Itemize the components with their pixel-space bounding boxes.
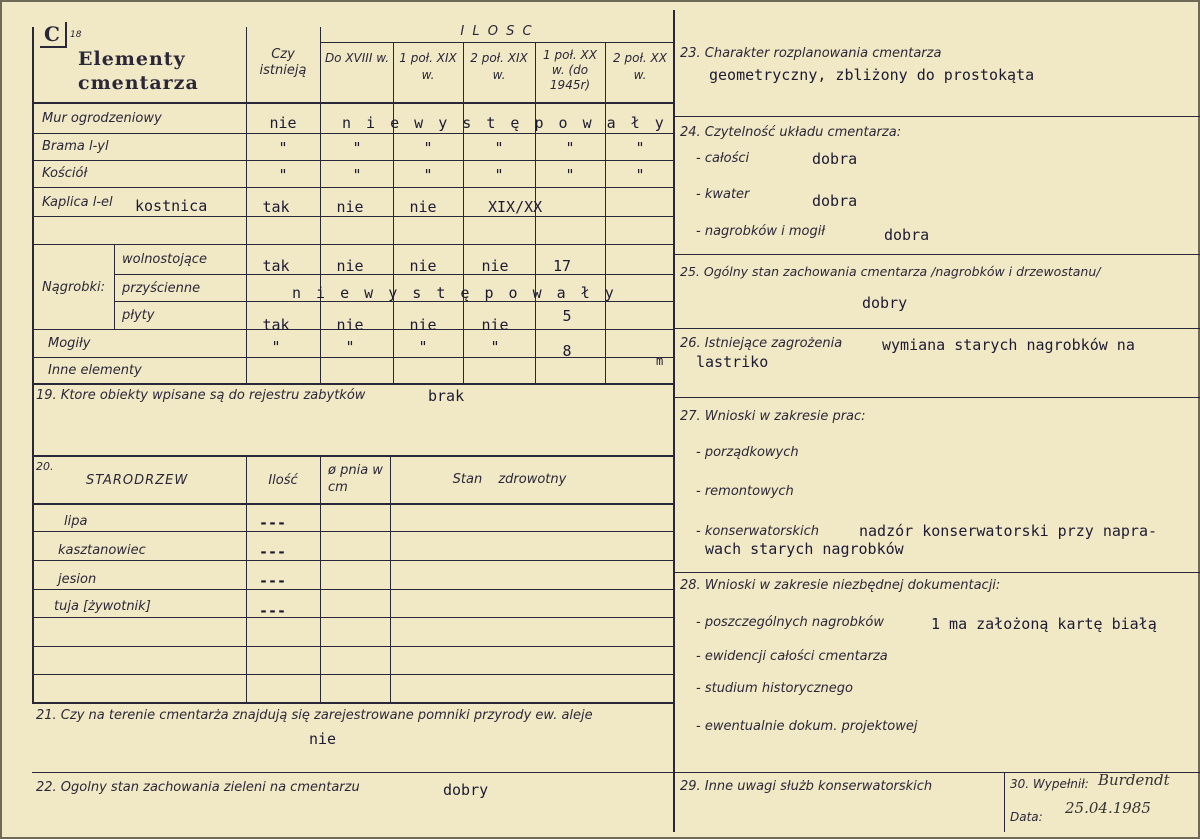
s26-label: 26. Istniejące zagrożenia [680,336,843,351]
row-label-brama: Brama l-yl [42,139,109,154]
rule [32,702,674,704]
s30-date: 25.04.1985 [1065,799,1151,817]
tree-qty: --- [259,602,287,620]
kaplica-c2: XIX/XX [488,198,543,216]
przyscienne-span: n i e w y s t ę p o w a ł y [292,284,617,302]
rule [463,42,464,383]
kaplica-c1: nie [409,198,437,216]
rule [320,42,674,43]
s24-label: 24. Czytelność układu cmentarza: [680,125,902,140]
s27-item-value2: wach starych nagrobków [705,540,904,558]
brama-istnieja: " [278,139,288,157]
wolnostojace-c2: nie [481,257,509,275]
row-label-przyscienne: przyścienne [122,281,201,296]
s24-item-value: dobra [884,226,930,244]
rule [114,244,115,329]
s25-value: dobry [862,294,908,312]
corner-number: 18 [70,30,82,40]
s20-col-fi: ø pnia w cm [328,463,383,495]
corner-letter: C [40,22,67,48]
s24-item-label: - kwater [696,187,750,202]
s20-col-stan: Stan zdrowotny [452,472,567,487]
row-label-kosciol: Kościół [42,166,88,181]
rule [393,42,394,383]
rule [32,617,674,618]
brama-c1: " [423,139,433,157]
rule [32,244,674,245]
s28-item-label: - poszczególnych nagrobków [696,615,884,630]
s27-item-value1: nadzór konserwatorski przy napra- [859,522,1158,540]
row-label-mogily: Mogiły [48,336,91,351]
plyty-c0: nie [336,316,364,334]
s26-value2: lastriko [696,353,769,371]
row-label-wolnostojace: wolnostojące [122,252,207,267]
kosciol-istnieja: " [278,166,288,184]
plyty-istnieja: tak [262,316,290,334]
rule [1004,772,1005,832]
col-1pol-xix-header: 1 poł. XIX w. [399,51,457,82]
rule [32,160,674,161]
s20-col-ilosc: Ilość [268,473,298,488]
rule [320,27,321,383]
brama-c3: " [565,139,575,157]
tree-qty: --- [259,572,287,590]
rule [32,589,674,590]
rule [32,383,674,385]
mogily-c3: 8 [562,342,572,360]
s23-label: 23. Charakter rozplanowania cmentarza [680,46,942,61]
s24-item-value: dobra [812,150,858,168]
s22-label: 22. Ogolny stan zachowania zieleni na cmentarzu [36,780,360,795]
tree-qty: --- [259,514,287,532]
s19-value: brak [428,387,465,405]
rule [32,772,674,773]
s28-item-label: - ewidencji całości cmentarza [696,649,888,664]
col-1pol-xx-header: 1 poł. XX w. (do 1945r) [543,48,597,92]
kosciol-c1: " [423,166,433,184]
s21-value: nie [309,730,337,748]
plyty-c3: 5 [562,307,572,325]
s25-label: 25. Ogólny stan zachowania cmentarza /nagrobków i drzewostanu/ [680,264,1101,279]
rule [114,274,674,275]
s20-num: 20. [36,460,54,473]
mur-istnieja: nie [269,114,297,132]
s28-label: 28. Wnioski w zakresie niezbędnej dokumentacji: [680,578,1001,593]
kosciol-c2: " [494,166,504,184]
rule [674,397,1200,398]
kaplica-c0: nie [336,198,364,216]
rule [246,27,247,383]
s28-item-label: - studium historycznego [696,681,853,696]
s26-value1: wymiana starych nagrobków na [882,336,1135,354]
tree-name: lipa [64,514,88,529]
wolnostojace-c1: nie [409,257,437,275]
kosciol-c3: " [565,166,575,184]
rule [32,560,674,561]
col-istnieja-header: Czy istnieją [259,47,307,78]
s30-label: 30. Wypełnił: [1010,777,1089,791]
title-line2: cmentarza [78,72,199,94]
s24-item-label: - nagrobków i mogił [696,224,826,239]
row-label-mur: Mur ogrodzeniowy [42,111,162,126]
s29-label: 29. Inne uwagi służb konserwatorskich [680,779,933,794]
row-label-nagrobki: Nągrobki: [42,280,106,295]
tree-qty: --- [259,543,287,561]
row-label-plyty: płyty [122,308,155,323]
wolnostojace-c0: nie [336,257,364,275]
plyty-c1: nie [409,316,437,334]
rule [673,10,675,832]
rule [32,531,674,532]
brama-c2: " [494,139,504,157]
col-xviii-header: Do XVIII w. [324,51,390,65]
rule [32,133,674,134]
rule [32,674,674,675]
wolnostojace-istnieja: tak [262,257,290,275]
rule [390,455,391,703]
rule [320,455,321,703]
row-label-kaplica: Kaplica l-el [42,195,113,210]
s30-signature: Burdendt [1098,771,1170,789]
rule [32,455,34,703]
rule [32,503,674,505]
s28-item-value: 1 ma założoną kartę białą [931,615,1157,633]
s21-label: 21. Czy na terenie cmentarża znajdują się zarejestrowane pomniki przyrody ew. aleje [36,708,593,723]
s28-item-label: - ewentualnie dokum. projektowej [696,719,918,734]
s24-item-value: dobra [812,192,858,210]
s24-item-label: - całości [696,151,750,166]
col-2pol-xx-header: 2 poł. XX w. [613,51,667,82]
plyty-c2: nie [481,316,509,334]
rule [674,328,1200,329]
rule [32,216,674,217]
wolnostojace-c3: 17 [552,257,572,275]
rule [605,42,606,383]
rule [674,116,1200,117]
mogily-c1: " [418,338,428,356]
s30-date-label: Data: [1010,810,1043,824]
s27-item-label: - remontowych [696,484,794,499]
rule [246,455,247,703]
kosciol-c4: " [635,166,645,184]
s23-value: geometryczny, zbliżony do prostokąta [709,66,1035,84]
s27-item-label: - konserwatorskich [696,524,819,539]
mogily-c0: " [345,338,355,356]
rule [32,187,674,188]
tree-name: kasztanowiec [58,543,146,558]
s22-value: dobry [443,781,489,799]
s27-label: 27. Wnioski w zakresie prac: [680,409,866,424]
rule [674,254,1200,255]
kosciol-c0: " [352,166,362,184]
mogily-c2: " [490,338,500,356]
kaplica-extra: kostnica [135,197,208,215]
s27-item-label: - porządkowych [696,445,799,460]
kaplica-istnieja: tak [262,198,290,216]
brama-c0: " [352,139,362,157]
rule [32,455,674,457]
rule [32,646,674,647]
rule [674,572,1200,573]
row-label-inne: Inne elementy [48,363,142,378]
col-2pol-xix-header: 2 poł. XIX w. [470,51,528,82]
brama-c4: " [635,139,645,157]
s20-header: STARODRZEW [86,473,189,488]
tree-name: jesion [58,572,97,587]
tree-name: tuja [żywotnik] [54,599,151,614]
ilosc-header: I L O S C [460,24,534,39]
inne-mark: m [656,354,664,368]
rule [32,102,674,104]
mur-span: n i e w y s t ę p o w a ł y [342,114,667,132]
rule [32,27,34,455]
title-line1: Elementy [78,48,186,70]
mogily-istnieja: " [271,338,281,356]
s19-label: 19. Ktore obiekty wpisane są do rejestru zabytków [36,388,366,403]
